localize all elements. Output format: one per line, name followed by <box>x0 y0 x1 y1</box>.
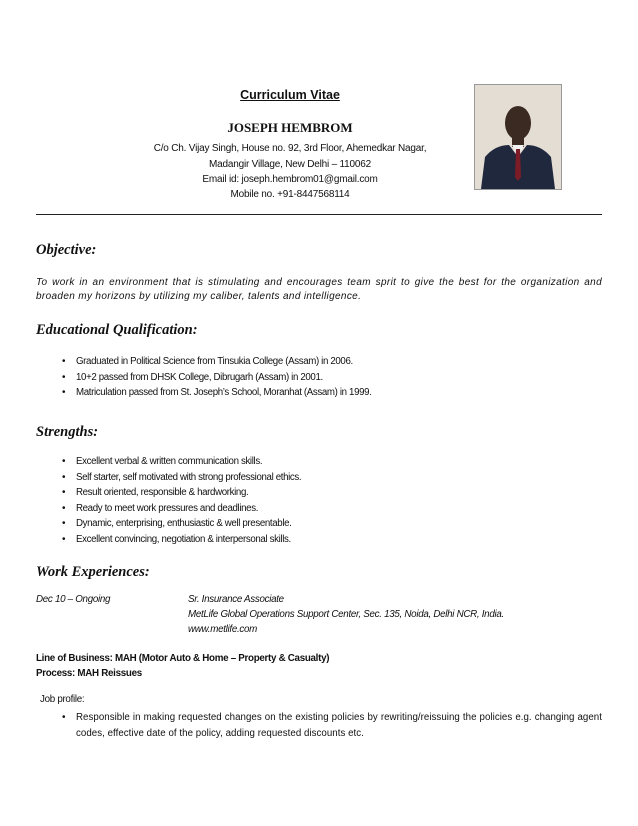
process-line: Process: MAH Reissues <box>36 668 142 679</box>
line-of-business: Line of Business: MAH (Motor Auto & Home – Property & Casualty) <box>36 653 330 664</box>
header-divider <box>36 214 602 215</box>
objective-text: To work in an environment that is stimulating and encourages team sprit to give the best for the organization and broaden my horizons by utilizing my caliber, talents and intelligence. <box>36 277 602 302</box>
address-line-2: Madangir Village, New Delhi – 110062 <box>209 159 371 170</box>
list-item: • Excellent convincing, negotiation & interpersonal skills. <box>62 532 582 548</box>
education-heading: Educational Qualification: <box>36 322 198 338</box>
education-list <box>62 354 582 401</box>
list-item: • Self starter, self motivated with strong professional ethics. <box>62 470 582 486</box>
list-item: • Responsible in making requested changes on the existing policies by rewriting/reissuing the policies e.g. changing agent codes, effective date of the policy, adding requested discounts etc. <box>62 710 602 741</box>
email-line: Email id: joseph.hembrom01@gmail.com <box>202 174 378 185</box>
list-item: • Graduated in Political Science from Tinsukia College (Assam) in 2006. <box>62 354 582 370</box>
list-item: • 10+2 passed from DHSK College, Dibrugarh (Assam) in 2001. <box>62 370 582 386</box>
list-item: • Excellent verbal & written communication skills. <box>62 454 582 470</box>
list-item: • Result oriented, responsible & hardworking. <box>62 485 582 501</box>
work-role: Sr. Insurance Associate <box>188 594 284 605</box>
person-portrait-icon <box>475 85 561 189</box>
document-title: Curriculum Vitae <box>240 88 340 102</box>
list-item: • Matriculation passed from St. Joseph’s School, Moranhat (Assam) in 1999. <box>62 385 582 401</box>
list-item: • Ready to meet work pressures and deadlines. <box>62 501 582 517</box>
strengths-list <box>62 454 582 547</box>
address-line-1: C/o Ch. Vijay Singh, House no. 92, 3rd Floor, Ahemedkar Nagar, <box>153 143 427 154</box>
strengths-heading: Strengths: <box>36 424 99 440</box>
job-profile-label: Job profile: <box>40 694 85 705</box>
job-profile-list <box>62 710 602 741</box>
mobile-line: Mobile no. +91-8447568114 <box>230 189 350 200</box>
work-website: www.metlife.com <box>188 624 257 635</box>
profile-photo <box>474 84 562 190</box>
candidate-name: JOSEPH HEMBROM <box>227 120 353 135</box>
work-heading: Work Experiences: <box>36 564 150 580</box>
work-company: MetLife Global Operations Support Center, Sec. 135, Noida, Delhi NCR, India. <box>188 609 504 620</box>
list-item: • Dynamic, enterprising, enthusiastic & well presentable. <box>62 516 582 532</box>
objective-heading: Objective: <box>36 242 97 258</box>
work-period: Dec 10 – Ongoing <box>36 594 111 605</box>
